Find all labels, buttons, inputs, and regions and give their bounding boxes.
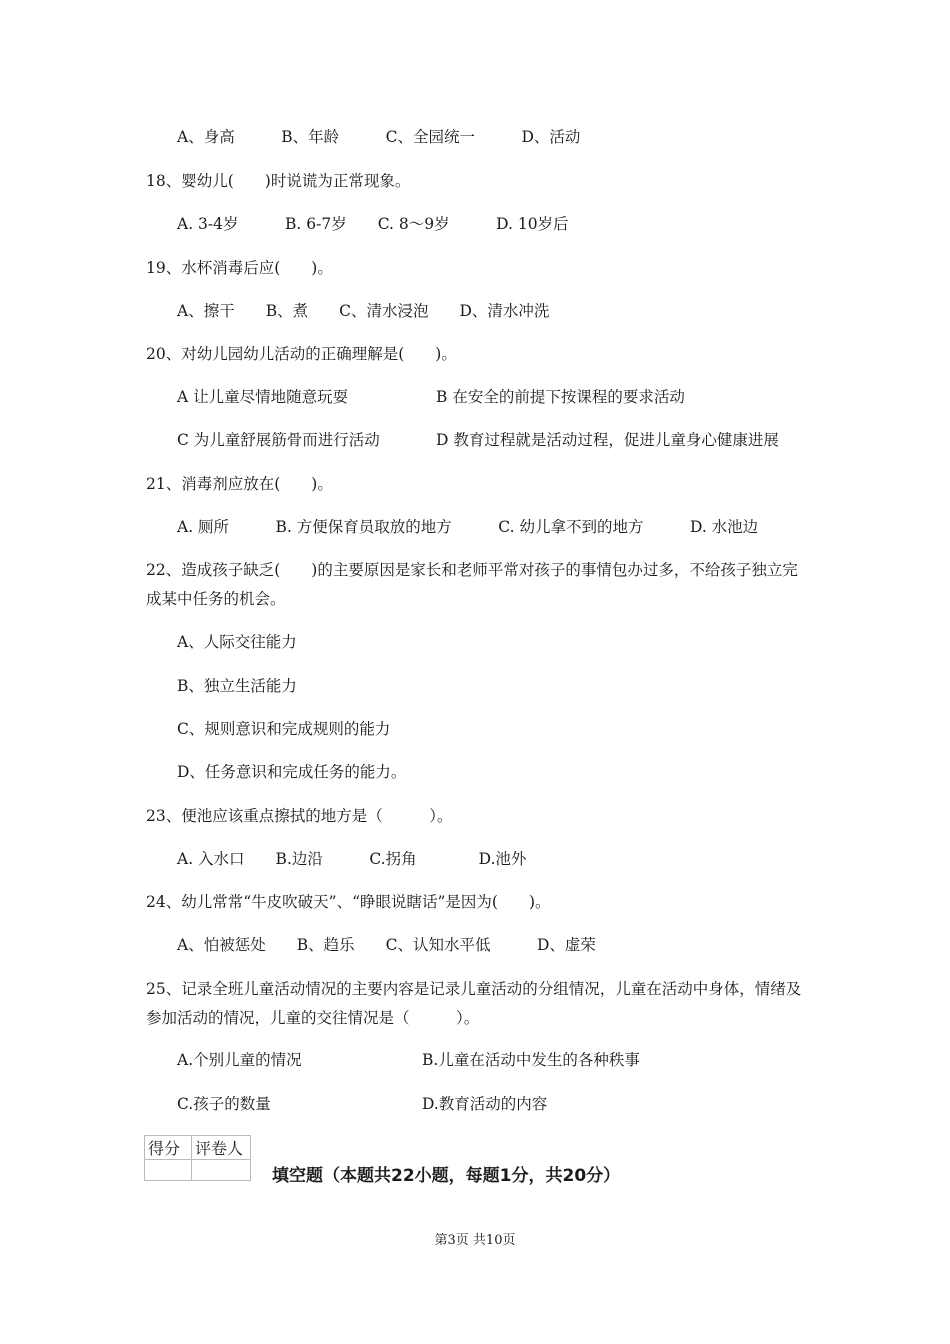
question-18: 18、婴幼儿( )时说谎为正常现象。 — [146, 172, 411, 190]
question-23: 23、便池应该重点擦拭的地方是（ ）。 — [146, 807, 453, 825]
score-cell — [145, 1160, 192, 1181]
q22-option-c: C、规则意识和完成规则的能力 — [177, 720, 391, 738]
question-24: 24、幼儿常常“牛皮吹破天”、“睁眼说瞎话”是因为( )。 — [146, 893, 551, 911]
section-title: 填空题（本题共22小题，每题1分，共20分） — [272, 1166, 621, 1186]
q23-options: A. 入水口 B.边沿 C.拐角 D.池外 — [177, 850, 527, 868]
grader-label: 评卷人 — [192, 1136, 251, 1160]
q24-options: A、怕被惩处 B、趋乐 C、认知水平低 D、虚荣 — [177, 936, 596, 954]
grader-cell — [192, 1160, 251, 1181]
q20-option-c: C 为儿童舒展筋骨而进行活动 — [177, 431, 380, 449]
question-20: 20、对幼儿园幼儿活动的正确理解是( )。 — [146, 345, 457, 363]
page-footer: 第3页 共10页 — [434, 1233, 516, 1248]
q22-option-b: B、独立生活能力 — [177, 677, 297, 695]
q20-option-b: B 在安全的前提下按课程的要求活动 — [436, 388, 685, 406]
q25-option-c: C.孩子的数量 — [177, 1095, 271, 1113]
q20-option-a: A 让儿童尽情地随意玩耍 — [177, 388, 349, 406]
q25-option-d: D.教育活动的内容 — [422, 1095, 548, 1113]
q18-options: A. 3-4岁 B. 6-7岁 C. 8～9岁 D. 10岁后 — [177, 215, 569, 233]
q22-option-a: A、人际交往能力 — [177, 633, 297, 651]
question-19: 19、水杯消毒后应( )。 — [146, 259, 333, 277]
q25-option-a: A.个别儿童的情况 — [177, 1051, 302, 1069]
q22-option-d: D、任务意识和完成任务的能力。 — [177, 763, 407, 781]
score-label: 得分 — [145, 1136, 192, 1160]
q20-option-d: D 教育过程就是活动过程，促进儿童身心健康进展 — [436, 431, 779, 449]
score-box — [144, 1135, 251, 1181]
q25-option-b: B.儿童在活动中发生的各种秩事 — [422, 1051, 640, 1069]
question-25: 25、记录全班儿童活动情况的主要内容是记录儿童活动的分组情况，儿童在活动中身体，情绪及参加活动的情况，儿童的交往情况是（ ）。 — [146, 980, 802, 1027]
q19-options: A、擦干 B、煮 C、清水浸泡 D、清水冲洗 — [177, 302, 550, 320]
question-21: 21、消毒剂应放在( )。 — [146, 475, 333, 493]
q17-options: A、身高 B、年龄 C、全园统一 D、活动 — [177, 128, 581, 146]
q21-options: A. 厕所 B. 方便保育员取放的地方 C. 幼儿拿不到的地方 D. 水池边 — [177, 518, 759, 536]
question-22: 22、造成孩子缺乏( )的主要原因是家长和老师平常对孩子的事情包办过多，不给孩子独立完成某中任务的机会。 — [146, 561, 798, 608]
